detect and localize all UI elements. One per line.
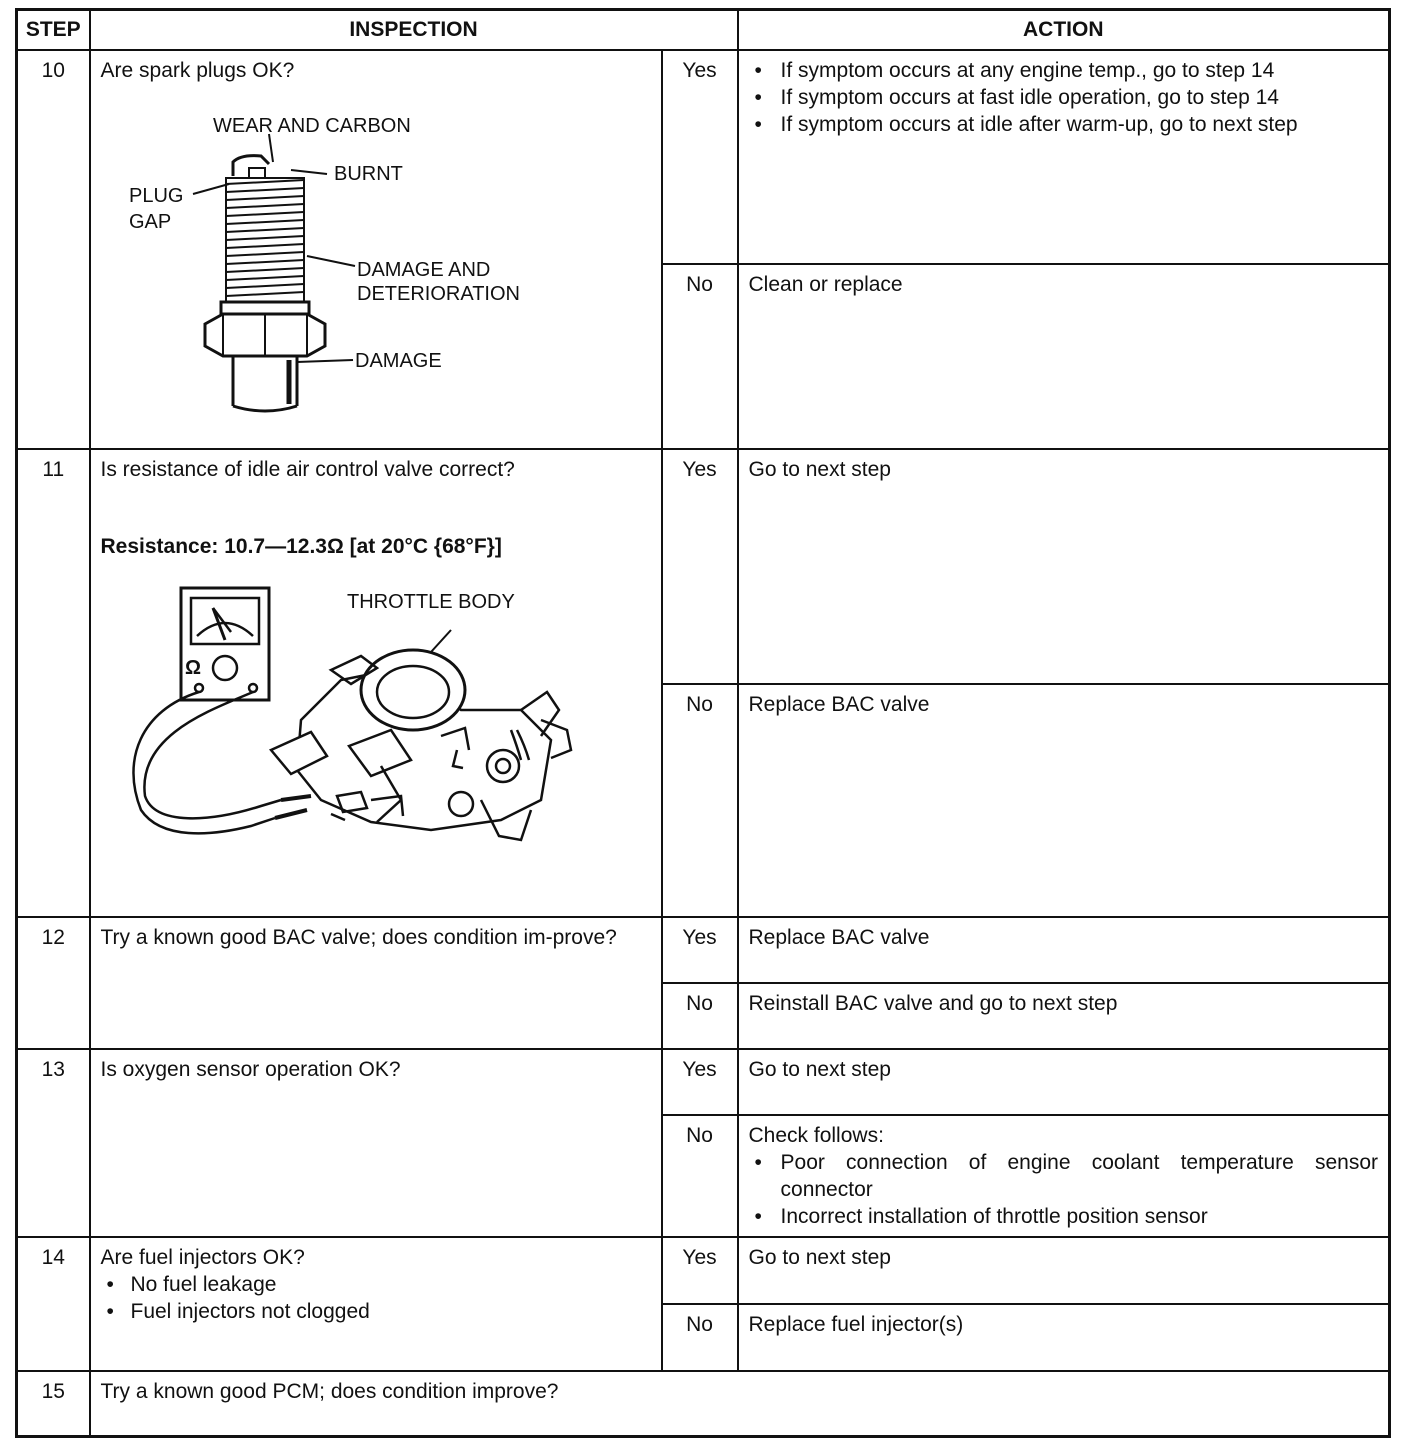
list-item: • If symptom occurs at any engine temp., go to step 14 [749,57,1379,84]
step-number: 11 [17,449,90,917]
action-cell: Replace BAC valve [738,684,1390,917]
inspection-question: Are fuel injectors OK? [100,1246,305,1269]
action-cell: Replace BAC valve [738,917,1390,983]
resistance-spec: Resistance: 10.7—12.3Ω [at 20°C {68°F}] [100,535,502,558]
list-item: • Poor connection of engine coolant temperature sensor connector [749,1149,1379,1203]
no-label: No [662,983,738,1049]
inspection-question: Try a known good BAC valve; does condition im-prove? [90,917,662,1049]
inspection-question: Is oxygen sensor operation OK? [90,1049,662,1237]
label-throttle-body: THROTTLE BODY [346,591,515,613]
label-wear-and-carbon: WEAR AND CARBON [212,115,411,137]
action-cell: Replace fuel injector(s) [738,1304,1390,1371]
table-row [17,50,1390,264]
table-row [17,1371,1390,1436]
list-item: • No fuel leakage [101,1271,651,1298]
no-label: No [662,264,738,449]
check-follows-intro: Check follows: [748,1124,884,1147]
no-label: No [662,1304,738,1371]
table-row [17,1049,1390,1115]
spark-plug-illustration [101,84,601,414]
action-cell: Go to next step [738,1237,1390,1304]
label-gap: GAP [128,211,171,233]
inspection-cell [90,449,662,917]
action-cell [738,1115,1390,1237]
yes-label: Yes [662,449,738,684]
list-item: • Incorrect installation of throttle position sensor [749,1203,1379,1230]
yes-label: Yes [662,1049,738,1115]
inspection-question: Try a known good PCM; does condition improve? [90,1371,1390,1436]
label-deterioration: DETERIORATION [356,283,520,305]
header-action: ACTION [738,10,1390,51]
no-label: No [662,684,738,917]
list-item: • If symptom occurs at fast idle operation, go to step 14 [749,84,1379,111]
inspection-cell [90,50,662,449]
list-item: • If symptom occurs at idle after warm-up, go to next step [749,111,1379,138]
inspection-cell [90,1237,662,1371]
action-cell: Go to next step [738,449,1390,684]
diagnostic-table [15,8,1391,1438]
action-list [749,57,1379,138]
label-burnt: BURNT [333,163,403,185]
label-damage: DAMAGE [354,350,442,372]
step-number: 13 [17,1049,90,1237]
action-cell: Clean or replace [738,264,1390,449]
action-cell: Reinstall BAC valve and go to next step [738,983,1390,1049]
yes-label: Yes [662,1237,738,1304]
header-inspection: INSPECTION [90,10,738,51]
step-number: 15 [17,1371,90,1436]
yes-label: Yes [662,50,738,264]
table-row [17,917,1390,983]
inspection-list [101,1271,651,1325]
inspection-question: Is resistance of idle air control valve correct? [100,458,515,481]
table-row [17,1237,1390,1304]
list-item: • Fuel injectors not clogged [101,1298,651,1325]
action-cell: Go to next step [738,1049,1390,1115]
yes-label: Yes [662,917,738,983]
header-step: STEP [17,10,90,51]
table-row [17,449,1390,684]
inspection-question: Are spark plugs OK? [100,59,295,82]
step-number: 14 [17,1237,90,1371]
ohm-symbol: Ω [184,657,201,679]
header-row [17,10,1390,51]
label-damage-and: DAMAGE AND [356,259,490,281]
action-list [749,1149,1379,1230]
label-plug: PLUG [128,185,183,207]
action-cell [738,50,1390,264]
no-label: No [662,1115,738,1237]
throttle-body-illustration [101,560,601,860]
step-number: 12 [17,917,90,1049]
step-number: 10 [17,50,90,449]
